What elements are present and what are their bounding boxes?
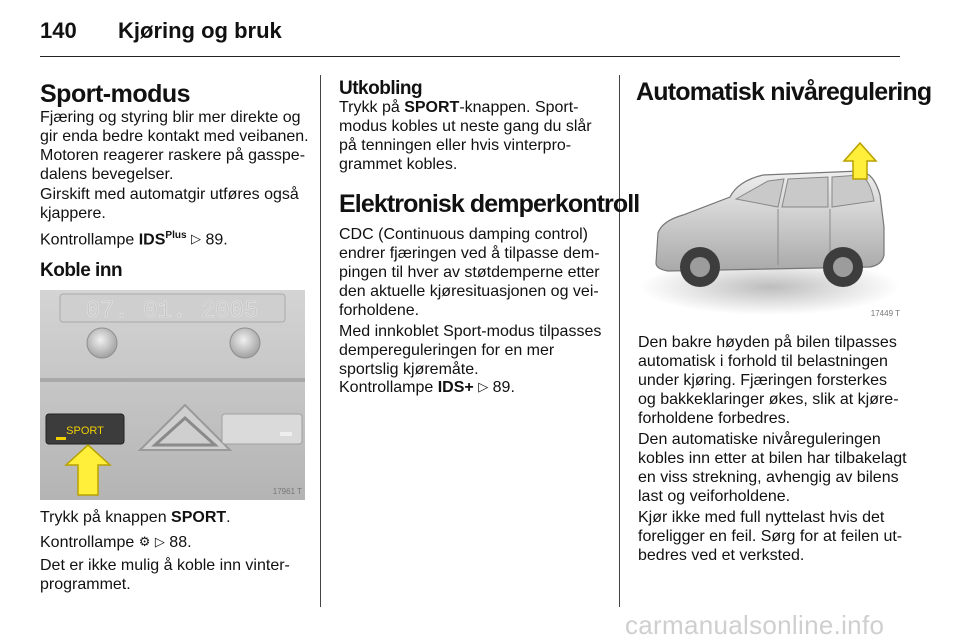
text-span: . — [226, 509, 231, 526]
text-span: Trykk på knappen — [40, 509, 167, 526]
text-line: kobles inn etter at bilen har tilbakelagt — [638, 450, 907, 467]
text-line: CDC (Continuous damping control) — [339, 226, 588, 243]
heading-automatic-level-control: Automatisk nivåregulering — [636, 78, 932, 106]
text-line: last og veiforholdene. — [638, 488, 791, 505]
lamp-name: IDS — [138, 231, 166, 249]
heading-switch-off: Utkobling — [339, 78, 423, 99]
paragraph — [339, 98, 609, 174]
sport-button-label: SPORT — [66, 425, 104, 437]
dashboard-illustration — [40, 290, 305, 500]
lamp-label: Kontrollampe — [40, 534, 135, 551]
column-divider — [619, 75, 620, 607]
text-line: og bakkeklaringer økes, slik at kjøre- — [638, 391, 899, 408]
page-reference-icon: ▷ — [478, 379, 489, 394]
text-line: Motoren reagerer raskere på gasspe- — [40, 147, 306, 164]
figure-number: 17961 T — [272, 487, 302, 496]
text-line: automatisk i forhold til belastningen — [638, 353, 888, 370]
text-line: Den bakre høyden på bilen tilpasses — [638, 334, 897, 351]
control-lamp-reference — [339, 377, 609, 397]
header-rule — [40, 56, 900, 57]
text-line: grammet kobles. — [339, 156, 458, 173]
text-line: pingen til hver av støtdemperne etter — [339, 264, 600, 281]
page-reference-icon: ▷ — [154, 534, 165, 549]
text-line: Fjæring og styring blir mer direkte og — [40, 109, 301, 126]
text-line: forholdene forbedres. — [638, 410, 791, 427]
figure-number: 17449 T — [870, 309, 900, 318]
paragraph — [339, 322, 609, 379]
front-wheel-rim — [690, 257, 710, 277]
page-reference[interactable]: 89. — [205, 231, 228, 249]
figure-car-level — [638, 115, 903, 320]
text-line: Det er ikke mulig å koble inn vinter- — [40, 557, 290, 574]
text-line — [339, 98, 609, 117]
text-line: gir enda bedre kontakt med veibanen. — [40, 128, 309, 145]
panel-seam — [40, 378, 305, 382]
text-line: dempereguleringen for en mer — [339, 342, 555, 359]
rear-wheel-rim — [833, 257, 853, 277]
text-line: endrer fjæringen ved å tilpasse dem- — [339, 245, 600, 262]
left-knob — [87, 328, 117, 358]
paragraph — [40, 556, 310, 594]
lamp-label: Kontrollampe — [40, 231, 135, 249]
lamp-label: Kontrollampe — [339, 379, 434, 396]
text-line: kjappere. — [40, 205, 106, 222]
side-button-led — [280, 432, 292, 436]
text-line: programmet. — [40, 576, 131, 593]
paragraph — [40, 108, 310, 184]
column-divider — [320, 75, 321, 607]
text-line: modus kobles ut neste gang du slår — [339, 118, 592, 135]
text-line: Med innkoblet Sport-modus tilpasses — [339, 323, 602, 340]
page-reference[interactable]: 88. — [169, 534, 192, 551]
page-number: 140 — [40, 18, 77, 43]
side-button[interactable] — [222, 414, 302, 444]
text-line: sportslig kjøremåte. — [339, 361, 479, 378]
paragraph — [638, 333, 908, 428]
lamp-name: IDS+ — [437, 379, 474, 396]
paragraph — [339, 225, 609, 320]
suspension-lamp-icon: ⚙ — [138, 534, 151, 549]
text-line: bedres ved et verksted. — [638, 547, 805, 564]
press-button-instruction — [40, 508, 310, 527]
paragraph — [40, 185, 310, 223]
page-reference-icon: ▷ — [190, 231, 201, 247]
text-line: foreligger en feil. Sørg for at feilen ut- — [638, 528, 903, 545]
text-line: under kjøring. Fjæringen forsterkes — [638, 372, 887, 389]
right-knob — [230, 328, 260, 358]
display-text: 07. 01. 2005 — [85, 298, 259, 325]
text-line: på tenningen eller hvis vinterpro- — [339, 137, 572, 154]
text-line: Kjør ikke med full nyttelast hvis det — [638, 509, 885, 526]
heading-switch-on: Koble inn — [40, 260, 123, 281]
paragraph — [638, 430, 908, 506]
text-span: Trykk på — [339, 99, 400, 116]
text-line: Den automatiske nivåreguleringen — [638, 431, 881, 448]
text-span: -knappen. Sport- — [459, 99, 579, 116]
chapter-title: Kjøring og bruk — [118, 18, 282, 43]
text-line: Girskift med automatgir utføres også — [40, 186, 299, 203]
sport-button-name: SPORT — [404, 99, 460, 116]
text-line: den aktuelle kjøresituasjonen og vei- — [339, 283, 599, 300]
sport-indicator-led — [56, 437, 66, 440]
watermark: carmanualsonline.info — [625, 610, 885, 640]
heading-sport-mode: Sport-modus — [40, 80, 191, 108]
heading-electronic-damping: Elektronisk demperkontroll — [339, 190, 640, 218]
control-lamp-reference — [40, 226, 310, 249]
paragraph — [638, 508, 908, 565]
car-window — [782, 177, 828, 207]
sport-button-name: SPORT — [171, 509, 227, 526]
car-illustration — [638, 115, 903, 320]
lamp-superscript: Plus — [165, 230, 187, 241]
page-reference[interactable]: 89. — [492, 379, 515, 396]
text-line: forholdene. — [339, 302, 420, 319]
text-line: en viss strekning, avhengig av bilens — [638, 469, 899, 486]
page-header — [40, 18, 282, 44]
text-line: dalens bevegelser. — [40, 166, 174, 183]
control-lamp-reference — [40, 532, 310, 552]
figure-sport-button — [40, 290, 305, 500]
